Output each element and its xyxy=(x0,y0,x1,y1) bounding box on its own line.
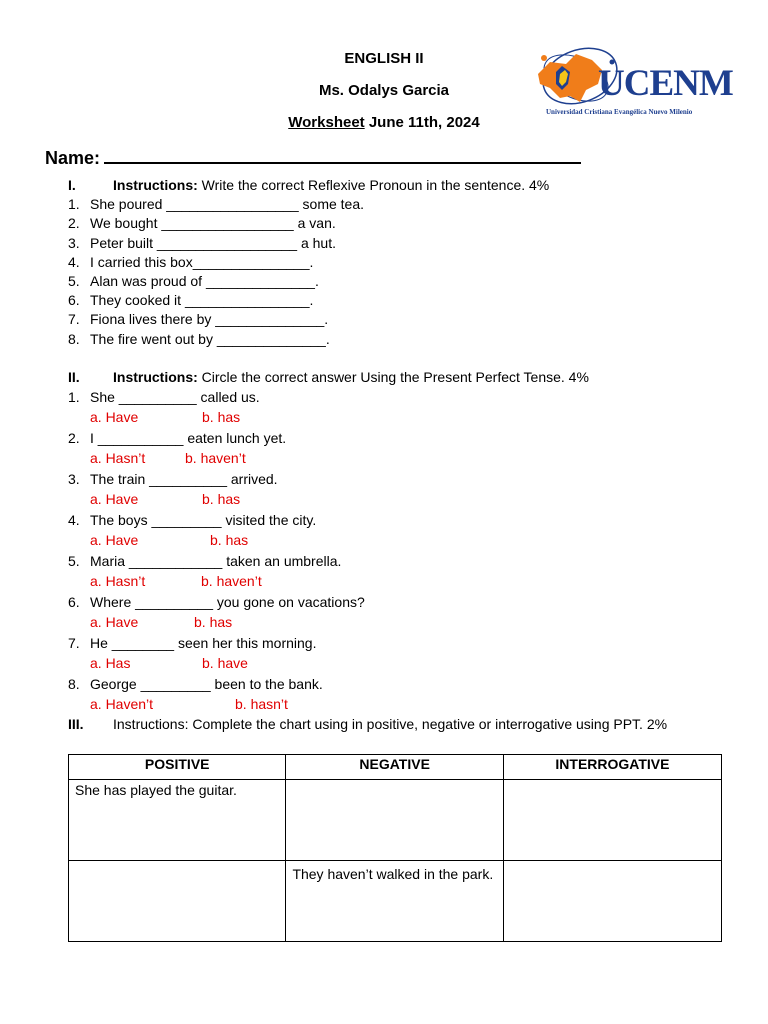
worksheet-content xyxy=(68,176,728,734)
question-text: We bought _________________ a van. xyxy=(90,215,336,232)
question-number: 6. xyxy=(68,593,80,610)
logo-subtitle: Universidad Cristiana Evangélica Nuevo Milenio xyxy=(546,108,693,116)
question-number: 8. xyxy=(68,330,80,347)
answer-options xyxy=(68,571,728,592)
option-b[interactable]: b. hasn’t xyxy=(235,695,288,712)
question-number: 3. xyxy=(68,470,80,487)
worksheet-word: Worksheet xyxy=(288,114,365,131)
question-number: 7. xyxy=(68,634,80,651)
question-text: They cooked it ________________. xyxy=(90,292,314,309)
question-text: She __________ called us. xyxy=(90,388,260,405)
chart-cell-positive[interactable]: She has played the guitar. xyxy=(69,780,286,861)
present-perfect-question xyxy=(68,428,728,448)
header-interrogative: INTERROGATIVE xyxy=(503,755,721,780)
teacher-name: Ms. Odalys Garcia xyxy=(318,82,450,99)
answer-options xyxy=(68,489,728,510)
question-number: 7. xyxy=(68,311,80,328)
section-2-label: Instructions: xyxy=(113,368,198,385)
chart-header-row xyxy=(69,755,722,780)
course-title: ENGLISH II xyxy=(344,50,424,67)
name-blank[interactable] xyxy=(104,144,581,164)
present-perfect-question xyxy=(68,633,728,653)
reflexive-question xyxy=(68,272,728,291)
question-number: 4. xyxy=(68,253,80,270)
present-perfect-question xyxy=(68,510,728,530)
question-text: George _________ been to the bank. xyxy=(90,675,323,692)
question-number: 5. xyxy=(68,272,80,289)
question-number: 1. xyxy=(68,388,80,405)
present-perfect-question xyxy=(68,674,728,694)
answer-options xyxy=(68,694,728,715)
answer-options xyxy=(68,530,728,551)
option-b[interactable]: b. has xyxy=(202,490,241,507)
section-1-numeral: I. xyxy=(68,177,76,193)
option-a[interactable]: a. Hasn’t xyxy=(90,572,146,589)
question-number: 2. xyxy=(68,215,80,232)
option-a[interactable]: a. Have xyxy=(90,613,139,630)
chart-row xyxy=(69,780,722,861)
question-number: 8. xyxy=(68,675,80,692)
section-2-instructions: Circle the correct answer Using the Present Perfect Tense. 4% xyxy=(197,368,589,385)
chart-cell-interrogative[interactable] xyxy=(503,861,721,942)
option-b[interactable]: b. haven’t xyxy=(201,572,262,589)
option-b[interactable]: b. have xyxy=(202,654,248,671)
present-perfect-question xyxy=(68,387,728,407)
answer-options xyxy=(68,653,728,674)
present-perfect-question xyxy=(68,592,728,612)
question-text: Fiona lives there by ______________. xyxy=(90,311,329,328)
section-2-list xyxy=(68,387,728,715)
section-1-instructions: Write the correct Reflexive Pronoun in the sentence. 4% xyxy=(197,177,550,193)
reflexive-question xyxy=(68,291,728,310)
section-1-list xyxy=(68,195,728,349)
question-text: She poured _________________ some tea. xyxy=(90,196,365,213)
question-text: Maria ____________ taken an umbrella. xyxy=(90,552,342,569)
question-number: 3. xyxy=(68,234,80,251)
chart-row xyxy=(69,861,722,942)
question-text: Where __________ you gone on vacations? xyxy=(90,593,365,610)
question-text: Alan was proud of ______________. xyxy=(90,272,319,289)
reflexive-question xyxy=(68,330,728,349)
question-text: I carried this box_______________. xyxy=(90,253,314,270)
section-3-numeral: III. xyxy=(68,715,84,732)
header-negative: NEGATIVE xyxy=(286,755,503,780)
worksheet-date: June 11th, 2024 xyxy=(364,114,480,131)
reflexive-question xyxy=(68,214,728,233)
reflexive-question xyxy=(68,253,728,272)
question-number: 5. xyxy=(68,552,80,569)
ppt-chart xyxy=(68,754,722,942)
option-a[interactable]: a. Have xyxy=(90,490,139,507)
reflexive-question xyxy=(68,234,728,253)
logo-text: UCENM xyxy=(598,63,733,104)
question-text: The train __________ arrived. xyxy=(90,470,278,487)
question-number: 4. xyxy=(68,511,80,528)
chart-cell-negative[interactable]: They haven’t walked in the park. xyxy=(286,861,503,942)
question-text: Peter built __________________ a hut. xyxy=(90,234,336,251)
reflexive-question xyxy=(68,195,728,214)
question-text: The fire went out by ______________. xyxy=(90,330,330,347)
section-3-heading xyxy=(68,715,728,734)
question-text: The boys _________ visited the city. xyxy=(90,511,317,528)
answer-options xyxy=(68,448,728,469)
option-a[interactable]: a. Hasn’t xyxy=(90,449,146,466)
name-label: Name: xyxy=(45,148,101,168)
option-a[interactable]: a. Haven’t xyxy=(90,695,154,712)
section-1-label: Instructions: xyxy=(113,177,198,193)
reflexive-question xyxy=(68,310,728,329)
chart-cell-negative[interactable] xyxy=(286,780,503,861)
chart-cell-interrogative[interactable] xyxy=(503,780,721,861)
chart-cell-positive[interactable] xyxy=(69,861,286,942)
present-perfect-question xyxy=(68,469,728,489)
option-b[interactable]: b. has xyxy=(202,408,241,425)
option-b[interactable]: b. has xyxy=(194,613,233,630)
ucenm-logo xyxy=(532,40,733,122)
option-a[interactable]: a. Has xyxy=(90,654,131,671)
present-perfect-question xyxy=(68,551,728,571)
answer-options xyxy=(68,407,728,428)
question-text: I ___________ eaten lunch yet. xyxy=(90,429,287,446)
section-2-heading xyxy=(68,368,728,387)
question-text: He ________ seen her this morning. xyxy=(90,634,317,651)
option-b[interactable]: b. has xyxy=(210,531,249,548)
answer-options xyxy=(68,612,728,633)
spacer xyxy=(68,349,728,368)
option-a[interactable]: a. Have xyxy=(90,531,139,548)
option-b[interactable]: b. haven’t xyxy=(185,449,246,466)
question-number: 2. xyxy=(68,429,80,446)
section-1-heading xyxy=(68,176,728,195)
header-positive: POSITIVE xyxy=(69,755,286,780)
question-number: 6. xyxy=(68,292,80,309)
option-a[interactable]: a. Have xyxy=(90,408,139,425)
question-number: 1. xyxy=(68,196,80,213)
section-3-instructions: Instructions: Complete the chart using in positive, negative or interrogative using PPT. 2% xyxy=(113,715,668,732)
name-field xyxy=(45,144,581,169)
section-2-numeral: II. xyxy=(68,368,80,385)
